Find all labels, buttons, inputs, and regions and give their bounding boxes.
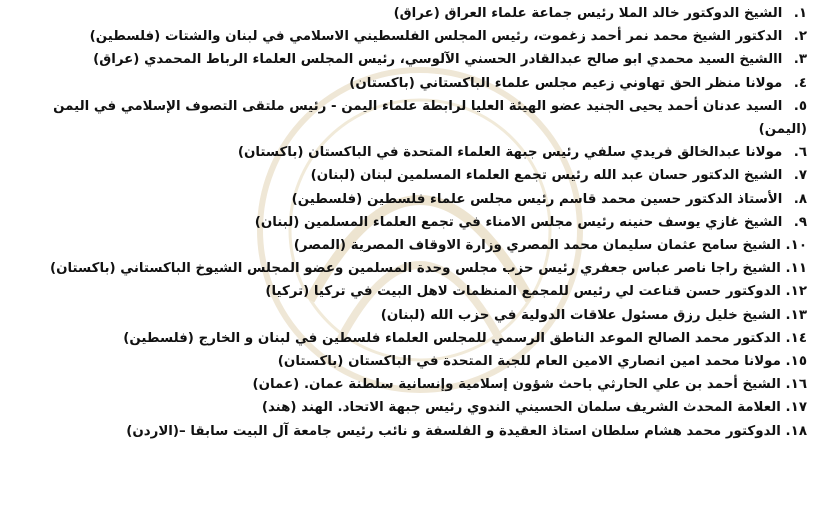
list-item: ١٠. الشيخ سامح عثمان سليمان محمد المصري وزارة الاوقاف المصرية (المصر) [293, 238, 807, 254]
list-item: ١٣. الشيخ خليل رزق مسئول علاقات الدولية في حزب الله (لبنان) [380, 307, 807, 323]
list-item: ١٨. الدوكتور محمد هشام سلطان استاذ العقيدة و الفلسفة و نائب رئيس جامعة آل البيت سابقا –(الاردن) [126, 423, 807, 439]
list-item: ١٧. العلامة المحدث الشريف سلمان الحسيني الندوي رئيس جبهة الاتحاد. الهند (هند) [261, 400, 807, 416]
list-item: ٧. الشيخ الدكتور حسان عبد الله رئيس تجمع العلماء المسلمين لبنان (لبنان) [310, 168, 807, 184]
list-item: ١١. الشيخ راجا ناصر عباس جعفري رئيس حزب مجلس وحدة المسلمين وعضو المجلس الشيوخ الباكستاني (باكستان) [49, 261, 807, 277]
signatories-list [17, 2, 807, 443]
list-item: ٦. مولانا عبدالخالق فريدي سلفي رئيس جبهة العلماء المتحدة في الباكستان (باكستان) [237, 145, 807, 161]
list-item: ٣. االشيخ السيد محمدي ابو صالح عبدالقادر الحسني الآلوسي، رئيس المجلس العلماء الرباط المحمدي (عراق) [93, 52, 807, 68]
list-item: ١٥. مولانا محمد امين انصاري الامين العام للجبة المتحدة في الباكستان (باكستان) [277, 354, 807, 370]
list-item: ١٢. الدوكتور حسن قناعت لي رئيس للمجمع المنظمات لاهل البيت في تركيا (تركيا) [265, 284, 807, 300]
list-item: ٢. الدكتور الشيخ محمد نمر أحمد زغموت، رئيس المجلس الفلسطيني الاسلامي في لبنان والشتات (فلسطين) [89, 29, 807, 45]
list-item: ٤. مولانا منظر الحق تهاوني زعيم مجلس علماء الباكستاني (باكستان) [349, 75, 807, 91]
list-item: ٩. الشيخ غازي يوسف حنينه رئيس مجلس الامناء في تجمع العلماء المسلمين (لبنان) [254, 214, 807, 230]
list-item: ١٦. الشيخ أحمد بن علي الحارثي باحث شؤون إسلامية وإنسانية سلطنة عمان. (عمان) [252, 377, 807, 393]
list-item: ١. الشيخ الدوكتور خالد الملا رئيس جماعة علماء العراق (عراق) [393, 6, 807, 21]
list-item: ٥. السيد عدنان أحمد يحيى الجنيد عضو الهيئة العليا لرابطة علماء اليمن - رئيس ملتقى التصوف الإسلامي في اليمن (اليمن) [53, 98, 807, 138]
list-item: ٨. الأستاذ الدكتور حسين محمد قاسم رئيس مجلس علماء فلسطين (فلسطين) [291, 191, 807, 207]
list-item: ١٤. الدكتور محمد الصالح الموعد الناطق الرسمي للمجلس العلماء فلسطين في لبنان و الخارج (فلسطين) [123, 330, 807, 346]
